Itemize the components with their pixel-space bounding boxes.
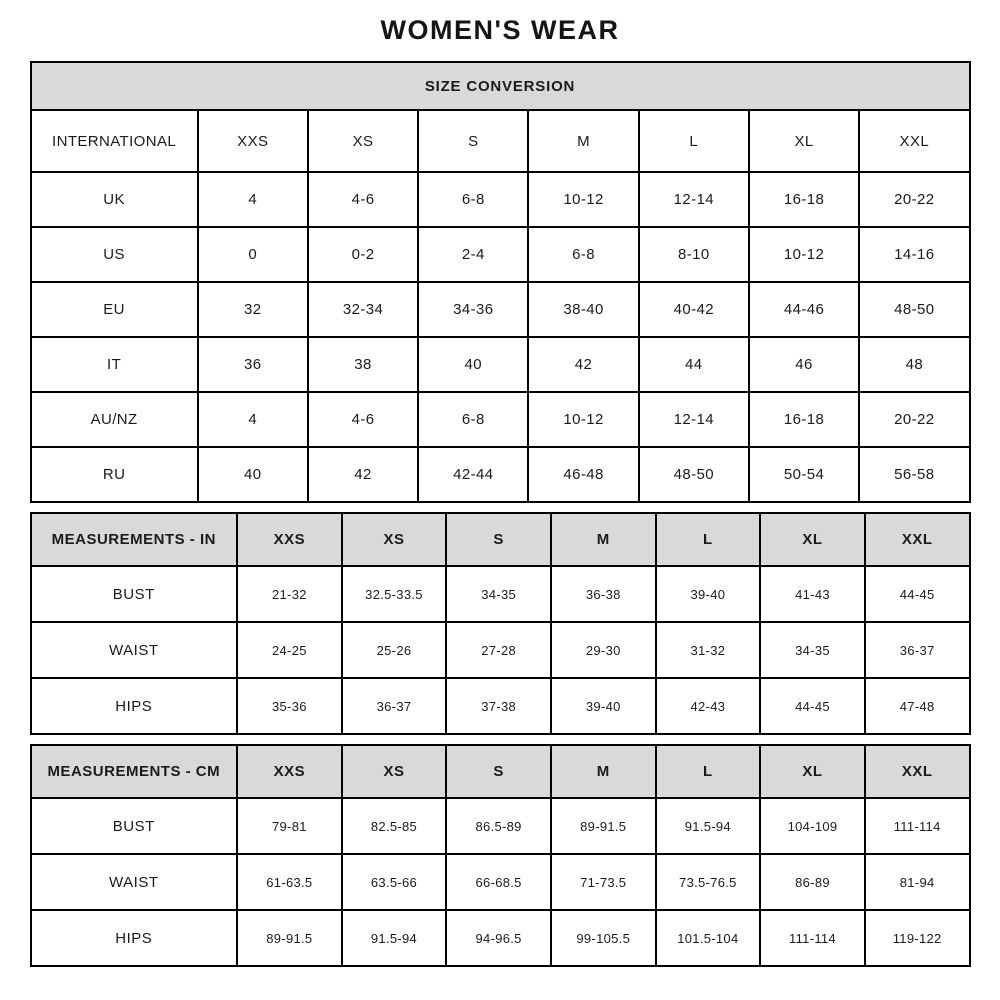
measurement-cell: 94-96.5 (446, 910, 551, 966)
measurement-cell: 66-68.5 (446, 854, 551, 910)
row-label: HIPS (31, 910, 238, 966)
column-header: XL (760, 513, 865, 566)
size-cell: 32-34 (308, 282, 418, 337)
table-row (31, 392, 970, 447)
size-cell: 48-50 (639, 447, 749, 502)
measurement-cell: 27-28 (446, 622, 551, 678)
measurement-cell: 86-89 (760, 854, 865, 910)
column-header: XXL (865, 513, 970, 566)
size-cell: 8-10 (639, 227, 749, 282)
size-cell: 6-8 (418, 172, 528, 227)
table-row (31, 172, 970, 227)
size-cell: 14-16 (859, 227, 969, 282)
column-header: XL (760, 745, 865, 798)
size-cell: 20-22 (859, 172, 969, 227)
column-header: XXL (859, 110, 969, 172)
measurement-cell: 24-25 (237, 622, 342, 678)
measurement-cell: 25-26 (342, 622, 447, 678)
column-header: XL (749, 110, 859, 172)
size-cell: 4-6 (308, 172, 418, 227)
size-cell: 6-8 (418, 392, 528, 447)
table-row (31, 513, 970, 566)
measurement-cell: 86.5-89 (446, 798, 551, 854)
table-row (31, 110, 970, 172)
table-row (31, 622, 970, 678)
column-header: M (551, 513, 656, 566)
column-header: S (446, 513, 551, 566)
size-cell: 6-8 (528, 227, 638, 282)
measurement-cell: 99-105.5 (551, 910, 656, 966)
page-title: WOMEN'S WEAR (380, 15, 620, 45)
measurement-cell: 79-81 (237, 798, 342, 854)
size-cell: 44-46 (749, 282, 859, 337)
size-cell: 12-14 (639, 392, 749, 447)
size-cell: 50-54 (749, 447, 859, 502)
measurement-cell: 44-45 (865, 566, 970, 622)
table-row (31, 227, 970, 282)
size-cell: 4-6 (308, 392, 418, 447)
row-label: AU/NZ (31, 392, 198, 447)
size-cell: 2-4 (418, 227, 528, 282)
column-header: S (418, 110, 528, 172)
size-cell: 0-2 (308, 227, 418, 282)
row-label: US (31, 227, 198, 282)
size-cell: 46-48 (528, 447, 638, 502)
measurement-cell: 21-32 (237, 566, 342, 622)
measurement-cell: 91.5-94 (656, 798, 761, 854)
size-cell: 40-42 (639, 282, 749, 337)
table-row (31, 282, 970, 337)
measurement-cell: 101.5-104 (656, 910, 761, 966)
column-header: XS (308, 110, 418, 172)
column-header: L (639, 110, 749, 172)
size-cell: 48 (859, 337, 969, 392)
table-row (31, 566, 970, 622)
size-cell: 40 (198, 447, 308, 502)
size-cell: 12-14 (639, 172, 749, 227)
size-cell: 4 (198, 172, 308, 227)
measurement-cell: 61-63.5 (237, 854, 342, 910)
size-cell: 48-50 (859, 282, 969, 337)
measurement-cell: 36-37 (865, 622, 970, 678)
measurement-cell: 41-43 (760, 566, 865, 622)
table-row (31, 62, 970, 110)
measurement-cell: 39-40 (551, 678, 656, 734)
table-row (31, 745, 970, 798)
column-header: M (528, 110, 638, 172)
size-cell: 38-40 (528, 282, 638, 337)
row-label: EU (31, 282, 198, 337)
size-cell: 0 (198, 227, 308, 282)
column-header: S (446, 745, 551, 798)
measurement-cell: 71-73.5 (551, 854, 656, 910)
size-cell: 44 (639, 337, 749, 392)
measurement-cell: 35-36 (237, 678, 342, 734)
column-header: XXS (198, 110, 308, 172)
measurement-cell: 81-94 (865, 854, 970, 910)
measurement-cell: 119-122 (865, 910, 970, 966)
measurement-cell: 44-45 (760, 678, 865, 734)
size-cell: 16-18 (749, 172, 859, 227)
measurement-cell: 36-38 (551, 566, 656, 622)
row-label: BUST (31, 798, 238, 854)
measurement-cell: 111-114 (760, 910, 865, 966)
row-label: BUST (31, 566, 238, 622)
size-cell: 10-12 (749, 227, 859, 282)
size-cell: 32 (198, 282, 308, 337)
column-header: XXL (865, 745, 970, 798)
measurement-cell: 89-91.5 (237, 910, 342, 966)
row-label: HIPS (31, 678, 238, 734)
column-header: XS (342, 745, 447, 798)
table-row (31, 678, 970, 734)
measurements-in-table (30, 512, 971, 735)
measurement-cell: 29-30 (551, 622, 656, 678)
size-conversion-table (30, 61, 971, 503)
size-cell: 10-12 (528, 392, 638, 447)
size-cell: 40 (418, 337, 528, 392)
size-cell: 4 (198, 392, 308, 447)
table-row (31, 447, 970, 502)
measurement-cell: 36-37 (342, 678, 447, 734)
size-cell: 42 (528, 337, 638, 392)
size-chart-container (30, 61, 971, 967)
size-conversion-title: SIZE CONVERSION (31, 62, 970, 110)
table-gap (30, 735, 971, 744)
table-row (31, 337, 970, 392)
measurement-cell: 111-114 (865, 798, 970, 854)
measurement-cell: 39-40 (656, 566, 761, 622)
size-cell: 36 (198, 337, 308, 392)
measurement-cell: 37-38 (446, 678, 551, 734)
size-cell: 16-18 (749, 392, 859, 447)
column-header: L (656, 745, 761, 798)
size-cell: 42-44 (418, 447, 528, 502)
row-label: WAIST (31, 854, 238, 910)
measurement-cell: 89-91.5 (551, 798, 656, 854)
column-header: XXS (237, 513, 342, 566)
table-gap (30, 503, 971, 512)
size-cell: 38 (308, 337, 418, 392)
measurement-cell: 82.5-85 (342, 798, 447, 854)
size-cell: 42 (308, 447, 418, 502)
measurement-cell: 104-109 (760, 798, 865, 854)
measurement-cell: 91.5-94 (342, 910, 447, 966)
measurements-cm-table (30, 744, 971, 967)
table-row (31, 798, 970, 854)
measurement-cell: 63.5-66 (342, 854, 447, 910)
measurement-cell: 42-43 (656, 678, 761, 734)
column-header: XXS (237, 745, 342, 798)
measurement-cell: 34-35 (760, 622, 865, 678)
measurement-cell: 31-32 (656, 622, 761, 678)
measurement-cell: 73.5-76.5 (656, 854, 761, 910)
row-label: RU (31, 447, 198, 502)
column-header: INTERNATIONAL (31, 110, 198, 172)
row-label: IT (31, 337, 198, 392)
size-cell: 56-58 (859, 447, 969, 502)
measurements-in-title: MEASUREMENTS - IN (31, 513, 238, 566)
measurement-cell: 34-35 (446, 566, 551, 622)
size-cell: 10-12 (528, 172, 638, 227)
column-header: XS (342, 513, 447, 566)
row-label: WAIST (31, 622, 238, 678)
column-header: L (656, 513, 761, 566)
size-cell: 20-22 (859, 392, 969, 447)
size-cell: 46 (749, 337, 859, 392)
row-label: UK (31, 172, 198, 227)
table-row (31, 910, 970, 966)
measurement-cell: 32.5-33.5 (342, 566, 447, 622)
size-cell: 34-36 (418, 282, 528, 337)
table-row (31, 854, 970, 910)
measurements-cm-title: MEASUREMENTS - CM (31, 745, 238, 798)
column-header: M (551, 745, 656, 798)
measurement-cell: 47-48 (865, 678, 970, 734)
